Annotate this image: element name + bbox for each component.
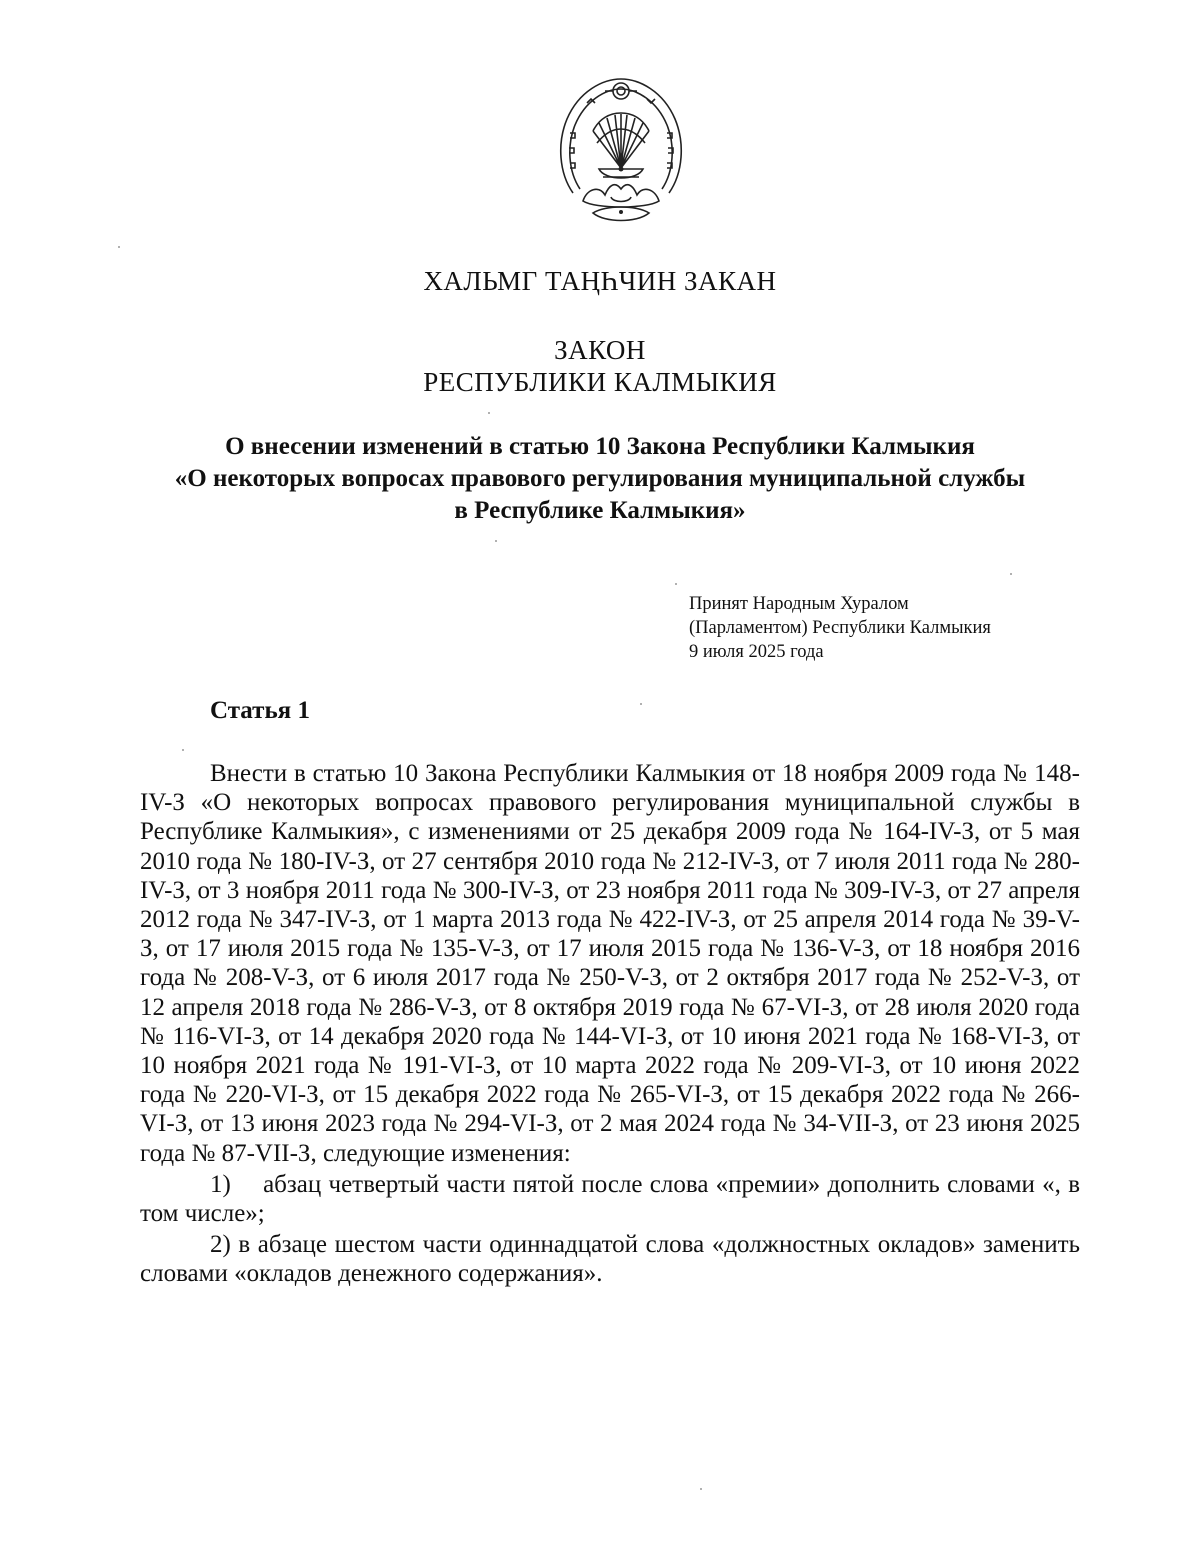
adoption-note <box>689 592 991 664</box>
adoption-line1: Принят Народным Хуралом <box>689 594 909 614</box>
coat-of-arms-emblem <box>553 73 689 233</box>
subject-line3: в Республике Калмыкия» <box>454 497 746 524</box>
law-title <box>0 334 1200 398</box>
kalmyk-law-title: ХАЛЬМГ ТАҢҺЧИН ЗАКАН <box>423 266 777 296</box>
article-intro-paragraph: Внести в статью 10 Закона Республики Калмыкия от 18 ноября 2009 года № 148-IV-З «О некоторых вопросах правового регулирования муниципальной службы в Республике Калмыкия», с изменениями от 25 декабря 2009 года № 164-IV-З, от 5 мая 2010 года № 180-IV-З, от 27 сентября 2010 года № 212-IV-З, от 7 июля 2011 года № 280-IV-З, от 3 ноября 2011 года № 300-IV-З, от 23 ноября 2011 года № 309-IV-З, от 27 апреля 2012 года № 347-IV-З, от 1 марта 2013 года № 422-IV-З, от 25 апреля 2014 года № 39-V-З, от 17 июля 2015 года № 135-V-З, от 17 июля 2015 года № 136-V-З, от 18 ноября 2016 года № 208-V-З, от 6 июля 2017 года № 250-V-З, от 2 октября 2017 года № 252-V-З, от 12 апреля 2018 года № 286-V-З, от 8 октября 2019 года № 67-VI-З, от 28 июля 2020 года № 116-VI-З, от 14 декабря 2020 года № 144-VI-З, от 10 июня 2021 года № 168-VI-З, от 10 ноября 2021 года № 191-VI-З, от 10 марта 2022 года № 209-VI-З, от 10 июня 2022 года № 220-VI-З, от 15 декабря 2022 года № 265-VI-З, от 15 декабря 2022 года № 266-VI-З, от 13 июня 2023 года № 294-VI-З, от 2 мая 2024 года № 34-VII-З, от 23 июня 2025 года № 87-VII-З, следующие изменения: <box>140 760 1080 1167</box>
law-subject <box>0 431 1200 527</box>
amendment-item-1: 1) абзац четвертый части пятой после слова «премии» дополнить словами «, в том числе»; <box>140 1170 1080 1228</box>
subject-line1: О внесении изменений в статью 10 Закона Республики Калмыкия <box>225 433 975 460</box>
amendment-item-2: 2) в абзаце шестом части одиннадцатой слова «должностных окладов» заменить словами «окладов денежного содержания». <box>140 1231 1080 1288</box>
article-body <box>140 759 1080 1289</box>
law-title-line1: ЗАКОН <box>554 335 646 365</box>
article-heading: Статья 1 <box>210 697 310 724</box>
adoption-date: 9 июля 2025 года <box>689 642 824 662</box>
law-title-line2: РЕСПУБЛИКИ КАЛМЫКИЯ <box>423 367 777 397</box>
adoption-line2: (Парламентом) Республики Калмыкия <box>689 618 991 638</box>
subject-line2: «О некоторых вопросах правового регулирования муниципальной службы <box>174 465 1026 492</box>
